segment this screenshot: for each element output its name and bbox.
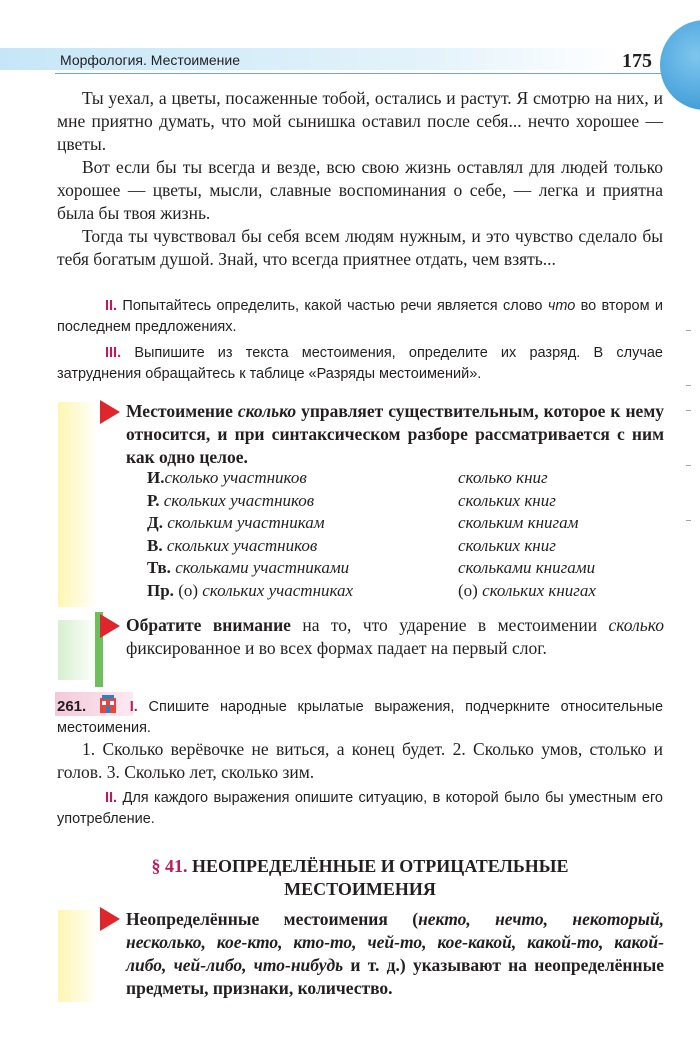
corner-decoration (660, 20, 700, 110)
margin-tick (686, 385, 691, 386)
margin-tick (686, 465, 691, 466)
note-box-bar (58, 620, 98, 680)
table-row: В. скольких участников скольких книг (147, 535, 556, 555)
exercise-261: 261. I. Спишите народные крылатые выражения, подчеркните относительные местоимения. (57, 694, 663, 739)
header-rule (55, 73, 665, 74)
exercise-sentences: 1. Сколько верёвочке не виться, а конец будет. 2. Сколько умов, столько и голов. 3. Сколько лет, сколько зим. (57, 739, 663, 782)
margin-tick (686, 520, 691, 521)
task-3: III. Выпишите из текста местоимения, определите их разряд. В случае затруднения обращайтесь к таблице «Разряды местоимений». (57, 345, 663, 382)
rule-box-bar (58, 402, 98, 607)
exercise-number: 261. (57, 698, 87, 715)
rule-sklolko: Местоимение сколько управляет существительным, которое к нему относится, и при синтаксическом разборе рассматривается с ним как одно целое. (126, 401, 664, 467)
exercise-task-2: II. Для каждого выражения опишите ситуацию, в которой было бы уместным его употребление. (57, 790, 663, 827)
note-text: Обратите внимание на то, что ударение в местоимении сколько фиксированное и во всех формах падает на первый слог. (126, 615, 664, 658)
table-row: И.сколько участников сколько книг (147, 468, 548, 487)
table-row: Д. скольким участникам скольким книгам (147, 513, 579, 532)
rule-arrow-icon (100, 907, 120, 931)
declension-table (147, 467, 596, 602)
paragraph: Ты уехал, а цветы, посаженные тобой, остались и растут. Я смотрю на них, и мне приятно думать, что мой сынишка оставил после себя... нечто хорошее — цветы. (57, 88, 663, 154)
section-number: § 41. (151, 856, 188, 876)
paragraph: Вот если бы ты всегда и везде, всю свою жизнь оставлял для людей только хорошее — цветы, мысли, славные воспоминания о себе, — легка и приятна была бы твоя жизнь. (57, 157, 663, 223)
task-2: II. Попытайтесь определить, какой частью речи является слово что во втором и последнем предложениях. (57, 298, 663, 335)
margin-tick (686, 410, 691, 411)
rule-indefinite: Неопределённые местоимения (некто, нечто, некоторый, несколько, кое-кто, кто-то, чей-то, кое-какой, какой-то, какой-либо, чей-либо, что-нибудь и т. д.) указывают на неопределённые предметы, признаки, количество. (126, 909, 664, 998)
table-row: Пр. (о) скольких участниках (о) скольких книгах (147, 580, 596, 600)
section-heading: § 41. НЕОПРЕДЕЛЁННЫЕ И ОТРИЦАТЕЛЬНЫЕ МЕСТОИМЕНИЯ (151, 856, 569, 899)
paragraph: Тогда ты чувствовал бы себя всем людям нужным, и это чувство сделало бы тебя богатым душой. Знай, что всегда приятнее отдать, чем взять... (57, 226, 663, 269)
running-header: Морфология. Местоимение (60, 52, 241, 68)
table-row: Р. скольких участников скольких книг (147, 490, 556, 510)
task-number: III. (105, 345, 122, 361)
table-row: Тв. скольками участниками скольками книгами (147, 558, 596, 577)
page-number: 175 (622, 50, 652, 72)
building-icon (99, 694, 117, 714)
note-arrow-icon (100, 614, 120, 638)
margin-tick (686, 330, 691, 331)
task-number: II. (105, 298, 118, 314)
story-text (57, 87, 663, 271)
rule-box-bar (58, 910, 98, 1002)
rule-arrow-icon (100, 400, 120, 424)
